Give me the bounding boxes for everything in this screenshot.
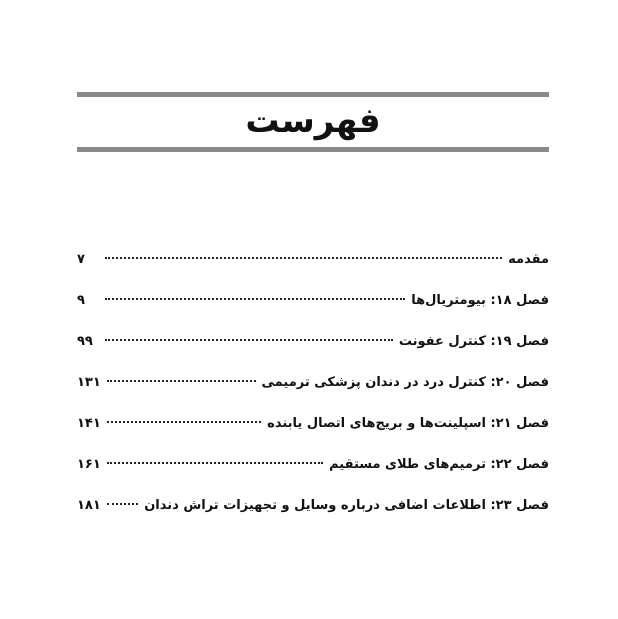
toc-entry-introduction[interactable] xyxy=(77,248,549,289)
toc-entry-chapter-23[interactable] xyxy=(77,494,549,535)
dot-leader xyxy=(107,462,323,464)
toc-entry-label: فصل ۲۲: ترمیم‌های طلای مستقیم xyxy=(329,457,549,472)
dot-leader xyxy=(107,503,138,505)
toc-page-number: ۹۹ xyxy=(77,334,93,349)
toc-page-number: ۱۸۱ xyxy=(77,498,101,513)
toc-entry-label: فصل ۲۱: اسپلینت‌ها و بریج‌های اتصال یابنده xyxy=(267,416,549,431)
toc-entry-label: فصل ۲۳: اطلاعات اضافی درباره وسایل و تجهیزات تراش دندان xyxy=(144,498,549,513)
dot-leader xyxy=(107,380,256,382)
toc-entry-chapter-20[interactable] xyxy=(77,371,549,412)
toc-page-number: ۱۳۱ xyxy=(77,375,101,390)
dot-leader xyxy=(107,421,261,423)
title-rule-bottom xyxy=(77,147,549,152)
dot-leader xyxy=(105,298,405,300)
toc-entry-label: فصل ۱۸: بیومتریال‌ها xyxy=(411,293,549,308)
table-of-contents xyxy=(77,248,549,535)
toc-entry-chapter-18[interactable] xyxy=(77,289,549,330)
page-title: فهرست xyxy=(245,101,381,141)
toc-entry-chapter-22[interactable] xyxy=(77,453,549,494)
toc-page-number: ۹ xyxy=(77,293,85,308)
title-rule-top xyxy=(77,92,549,97)
dot-leader xyxy=(105,257,502,259)
toc-page-number: ۱۶۱ xyxy=(77,457,101,472)
toc-entry-label: مقدمه xyxy=(508,252,549,267)
toc-entry-chapter-21[interactable] xyxy=(77,412,549,453)
toc-entry-chapter-19[interactable] xyxy=(77,330,549,371)
toc-entry-label: فصل ۲۰: کنترل درد در دندان پزشکی ترمیمی xyxy=(261,375,549,390)
toc-page-number: ۷ xyxy=(77,252,85,267)
toc-entry-label: فصل ۱۹: کنترل عفونت xyxy=(398,334,549,349)
dot-leader xyxy=(105,339,393,341)
toc-page-number: ۱۴۱ xyxy=(77,416,101,431)
